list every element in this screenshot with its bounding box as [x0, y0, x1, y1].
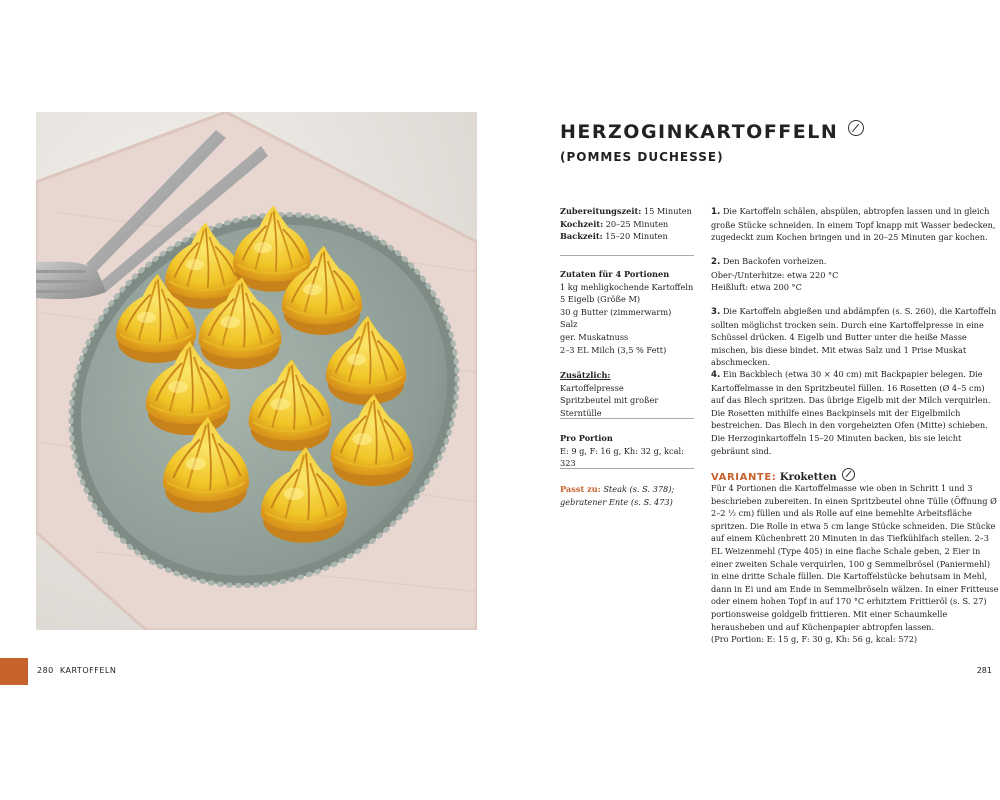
portion-block	[560, 432, 694, 470]
step-1: 1. Die Kartoffeln schälen, abspülen, abtropfen lassen und in gleich große Stücke schneiden. In einem Topf knapp mit Wasser bedecken, zugedeckt zum Kochen bringen und in 20–25 Minuten gar kochen.	[711, 206, 996, 243]
section-name: KARTOFFELN	[59, 666, 117, 675]
variant-nutrition: (Pro Portion: E: 15 g, F: 30 g, Kh: 56 g, kcal: 572)	[711, 634, 918, 645]
variant-heading	[711, 468, 855, 483]
extra-item: Spritzbeutel mit großer Sterntülle	[560, 395, 659, 418]
divider	[560, 418, 694, 419]
pairs-label: Passt zu:	[560, 484, 601, 494]
portion-heading: Pro Portion	[560, 433, 613, 443]
ingredient-item: 1 kg mehligkochende Kartoffeln	[560, 281, 694, 292]
prep-time: Zubereitungszeit: 15 Minuten	[560, 206, 692, 216]
vegetarian-leaf-icon	[848, 120, 864, 136]
step-4: 4. Ein Backblech (etwa 30 × 40 cm) mit Backpapier belegen. Die Kartoffelmasse in den Spritzbeutel füllen. 16 Rosetten (Ø 4–5 cm) auf das Blech spritzen. Das übrige Eigelb mit der Milch verquirlen. Die Rosetten mithilfe eines Backpinsels mit der Eigelbmilch bestreichen. Das Blech in den vorgeheizten Ofen (Mitte) schieben. Die Herzoginkartoffeln 15–20 Minuten backen, bis sie leicht gebräunt sind.	[711, 369, 991, 456]
left-page-number: 280	[37, 666, 54, 675]
right-page-number: 281	[976, 666, 992, 675]
step-3: 3. Die Kartoffeln abgießen und abdämpfen (s. S. 260), die Kartoffeln sollten möglichst trocken sein. Durch eine Kartoffelpresse in eine Schüssel drücken. 4 Eigelb und Butter unter die heiße Masse mischen, bis diese bindet. Mit etwas Salz und 1 Prise Muskat abschmecken.	[711, 306, 997, 368]
step-2: 2. Den Backofen vorheizen. Ober-/Unterhitze: etwa 220 °C Heißluft: etwa 200 °C	[711, 256, 839, 293]
ingredient-item: Salz	[560, 319, 578, 330]
ingredient-item: 5 Eigelb (Größe M)	[560, 294, 641, 305]
recipe-title-text: HERZOGINKARTOFFELN	[560, 121, 839, 143]
divider	[560, 468, 694, 469]
pairs-block	[560, 483, 694, 508]
food-photo	[36, 112, 477, 630]
variant-name: Kroketten	[779, 472, 837, 483]
recipe-title	[560, 120, 864, 143]
vegetarian-leaf-icon	[842, 468, 855, 481]
ingredient-item: 2–3 EL Milch (3,5 % Fett)	[560, 344, 667, 355]
divider	[560, 255, 694, 256]
pairs-line2: gebratener Ente (s. S. 473)	[560, 496, 673, 507]
ingredient-item: ger. Muskatnuss	[560, 331, 629, 342]
time-info	[560, 205, 694, 243]
bake-time: Backzeit: 15–20 Minuten	[560, 231, 668, 242]
footer-accent-bar	[0, 658, 28, 685]
ingredient-item: 30 g Butter (zimmerwarm)	[560, 306, 672, 317]
ingredients-block	[560, 268, 694, 356]
extra-block	[560, 369, 694, 419]
variant-text: Für 4 Portionen die Kartoffelmasse wie oben in Schritt 1 und 3 beschrieben zubereiten. In einen Spritzbeutel ohne Tülle (Öffnung Ø 2–2 ½ cm) füllen und als Rolle auf eine bemehlte Arbeitsfläche spritzen. Die Rolle in etwa 5 cm lange Stücke schneiden. Die Stücke auf einem Küchenbrett 20 Minuten in das Tiefkühlfach stellen. 2–3 EL Weizenmehl (Type 405) in eine flache Schale geben, 2 Eier in einer zweiten Schale verquirlen, 100 g Semmelbrösel (Paniermehl) in eine dritte Schale füllen. Die Kartoffelstücke behutsam in Mehl, dann in Ei und am Ende in Semmelbröseln wälzen. In einer Fritteuse oder einem hohen Topf in auf 170 °C erhitztem Frittieröl (s. S. 27) portionsweise goldgelb frittieren. Mit einer Schaumkelle herausheben und auf Küchenpapier abtropfen lassen. (Pro Portion: E: 15 g, F: 30 g, Kh: 56 g, kcal: 572)	[711, 483, 999, 645]
extra-heading: Zusätzlich:	[560, 370, 611, 380]
ingredients-heading: Zutaten für 4 Portionen	[560, 269, 670, 279]
recipe-subtitle: (POMMES DUCHESSE)	[560, 150, 724, 164]
portion-value: E: 9 g, F: 16 g, Kh: 32 g, kcal: 323	[560, 445, 684, 469]
footer-left	[37, 666, 116, 675]
pairs-line1: Steak (s. S. 378);	[603, 484, 675, 494]
variant-label: VARIANTE:	[711, 472, 777, 483]
extra-item: Kartoffelpresse	[560, 382, 624, 393]
cook-time: Kochzeit: 20–25 Minuten	[560, 218, 669, 229]
